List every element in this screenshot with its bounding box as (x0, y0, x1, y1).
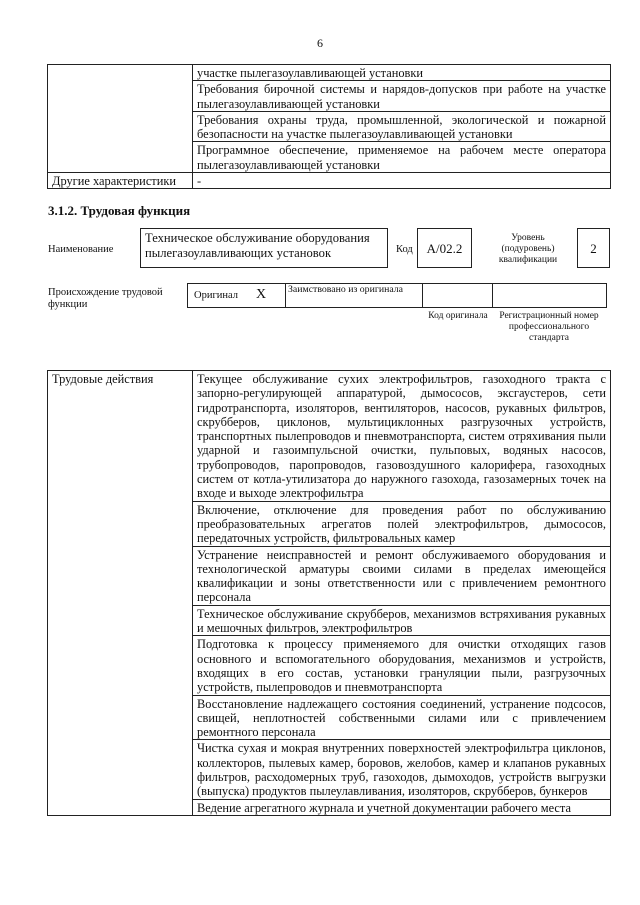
table-cell: участке пылегазоулавливающей установки (193, 65, 611, 81)
reg-number-label: Регистрационный номер профессионального стандарта (499, 311, 599, 343)
code-value-box: А/02.2 (417, 228, 472, 268)
table-cell: Восстановление надлежащего состояния соединений, устранение подсосов, свищей, неплотностей собственными силами или с привлечением ремонтного персонала (193, 695, 611, 740)
original-cell (188, 284, 286, 307)
section-heading: 3.1.2. Трудовая функция (48, 203, 191, 218)
function-name-box: Техническое обслуживание оборудования пылегазоулавливающих установок (140, 228, 388, 268)
code-label: Код (396, 244, 413, 255)
table-cell: Программное обеспечение, применяемое на рабочем месте оператора пылегазоулавливающей установки (193, 142, 611, 173)
table-cell: Ведение агрегатного журнала и учетной документации рабочего места (193, 799, 611, 815)
code-original-label: Код оригинала (428, 311, 488, 321)
original-label: Оригинал (194, 290, 238, 301)
table-cell: Подготовка к процессу применяемого для очистки отходящих газов основного и вспомогательного оборудования, механизмов и устройств, входящих в его состав, установки грануляции пыли, разгрузочных устройств, пылепроводов и пневмотранспорта (193, 636, 611, 695)
original-mark: X (256, 287, 267, 302)
table-cell: Требования охраны труда, промышленной, экологической и пожарной безопасности на участке пылегазоулавливающей установки (193, 111, 611, 142)
table-cell: Включение, отключение для проведения работ по обслуживанию преобразовательных агрегатов полей электрофильтров, дымососов, передаточных устройств, фильтровальных камер (193, 501, 611, 546)
table-cell: Чистка сухая и мокрая внутренних поверхностей электрофильтра циклонов, коллекторов, пылевых камер, боровов, желобов, камер и клапанов рукавных фильтров, расходомерных труб, газоходов, дымоходов, устройств выгрузки (выпуска) продуктов пылеулавливания, изоляторов, скрубберов, бункеров (193, 740, 611, 799)
table-row (48, 65, 611, 81)
actions-table (47, 370, 611, 816)
table-cell: Техническое обслуживание скрубберов, механизмов встряхивания рукавных и мешочных фильтров, электрофильтров (193, 605, 611, 636)
page-number: 6 (317, 36, 323, 50)
origin-label: Происхождение трудовой функции (48, 287, 163, 310)
actions-label: Трудовые действия (48, 371, 193, 816)
other-characteristics-value: - (193, 173, 611, 189)
level-label: Уровень (подуровень) квалификации (498, 233, 558, 265)
other-characteristics-label: Другие характеристики (48, 173, 193, 189)
knowledge-table (47, 64, 611, 189)
table-cell: Устранение неисправностей и ремонт обслуживаемого оборудования и технологической арматуры своими силами в пределах имеющейся квалификации и зоны ответственности или с привлечением ремонтного персонала (193, 546, 611, 605)
origin-boxes (187, 283, 607, 308)
level-value-box: 2 (577, 228, 610, 268)
borrowed-label: Заимствовано из оригинала (285, 284, 423, 307)
code-original-cell (423, 284, 493, 307)
table-cell: Требования бирочной системы и нарядов-допусков при работе на участке пылегазоулавливающей установки (193, 81, 611, 112)
table-row (48, 371, 611, 502)
name-label: Наименование (48, 244, 114, 255)
table-row (48, 173, 611, 189)
table-cell: Текущее обслуживание сухих электрофильтров, газоходного тракта с запорно-регулирующей аппаратурой, дымососов, эксгаустеров, сети гидротранспорта, изоляторов, вентиляторов, насосов, рукавных фильтров, скрубберов, циклонов, мультициклонных разгрузочных устройств, транспортных пылепроводов и пневмотранспорта, систем отряхивания пыли ударной и газоимпульсной очистки, пульповых, водяных насосов, трубопроводов, паропроводов, газовоздушного калорифера, газоходных систем от котла-утилизатора до наружного газохода, газозамерных точек на входе и выходе электрофильтра (193, 371, 611, 502)
empty-label-cell (48, 65, 193, 173)
